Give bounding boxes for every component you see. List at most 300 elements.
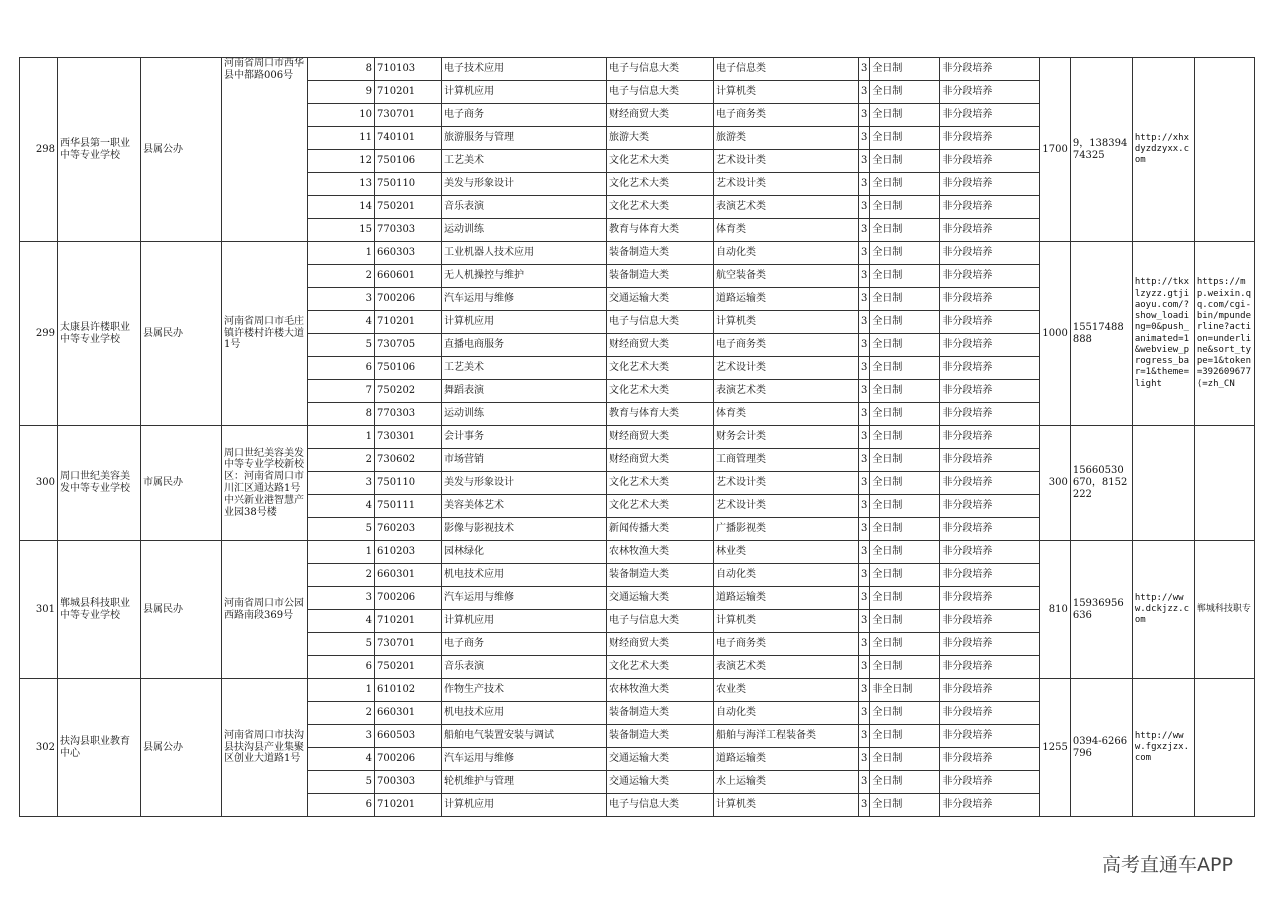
major-seq: 7 [308,380,375,403]
major-category: 文化艺术大类 [607,357,714,380]
study-years: 3 [859,771,870,794]
school-address: 河南省周口市西华县中都路006号 [222,58,308,242]
study-mode: 全日制 [870,334,940,357]
major-seq: 5 [308,771,375,794]
major-subcategory: 电子商务类 [714,334,859,357]
major-seq: 2 [308,702,375,725]
major-name: 计算机应用 [442,311,607,334]
major-seq: 15 [308,219,375,242]
school-note: https://mp.weixin.qq.com/cgi-bin/mpunderline?action=underline&sort_type=1&token=392609677⟨=zh_CN [1194,242,1254,426]
major-category: 装备制造大类 [607,265,714,288]
study-mode: 全日制 [870,219,940,242]
major-seq: 14 [308,196,375,219]
study-mode: 全日制 [870,748,940,771]
major-seq: 8 [308,58,375,81]
table-row [20,679,1255,702]
major-code: 750110 [375,173,442,196]
major-category: 文化艺术大类 [607,380,714,403]
major-code: 750202 [375,380,442,403]
school-address: 周口世纪美容美发中等专业学校新校区：河南省周口市川汇区通达路1号中兴新业港智慧产业园38号楼 [222,426,308,541]
study-years: 3 [859,518,870,541]
training-type: 非分段培养 [940,311,1040,334]
major-category: 电子与信息大类 [607,610,714,633]
study-mode: 全日制 [870,771,940,794]
major-code: 730701 [375,104,442,127]
study-years: 3 [859,426,870,449]
table-row [20,58,1255,81]
major-code: 750106 [375,357,442,380]
study-years: 3 [859,265,870,288]
major-seq: 10 [308,104,375,127]
enrollment-quota: 1255 [1040,679,1070,817]
enrollment-quota: 1700 [1040,58,1070,242]
major-code: 750106 [375,150,442,173]
major-subcategory: 广播影视类 [714,518,859,541]
training-type: 非分段培养 [940,564,1040,587]
school-note: 郸城科技职专 [1194,541,1254,679]
major-name: 机电技术应用 [442,702,607,725]
major-seq: 8 [308,403,375,426]
study-years: 3 [859,794,870,817]
major-name: 计算机应用 [442,81,607,104]
major-name: 工艺美术 [442,150,607,173]
study-years: 3 [859,679,870,702]
major-name: 机电技术应用 [442,564,607,587]
major-subcategory: 自动化类 [714,564,859,587]
major-subcategory: 计算机类 [714,311,859,334]
study-mode: 全日制 [870,610,940,633]
study-mode: 全日制 [870,518,940,541]
major-category: 装备制造大类 [607,564,714,587]
major-seq: 6 [308,656,375,679]
training-type: 非分段培养 [940,587,1040,610]
major-subcategory: 道路运输类 [714,587,859,610]
training-type: 非分段培养 [940,449,1040,472]
major-subcategory: 道路运输类 [714,748,859,771]
training-type: 非分段培养 [940,242,1040,265]
study-mode: 全日制 [870,196,940,219]
major-subcategory: 计算机类 [714,610,859,633]
school-majors-table [19,57,1255,817]
study-mode: 全日制 [870,81,940,104]
training-type: 非分段培养 [940,702,1040,725]
major-category: 财经商贸大类 [607,449,714,472]
study-years: 3 [859,656,870,679]
major-seq: 1 [308,426,375,449]
major-subcategory: 艺术设计类 [714,357,859,380]
major-subcategory: 船舶与海洋工程装备类 [714,725,859,748]
school-website: http://tkxlzyzz.gtjiaoyu.com/?show_loading=0&push_animated=1&webview_progress_bar=1&theme=light [1132,242,1194,426]
major-category: 电子与信息大类 [607,311,714,334]
school-number: 301 [20,541,58,679]
major-code: 610203 [375,541,442,564]
major-subcategory: 计算机类 [714,81,859,104]
enrollment-quota: 300 [1040,426,1070,541]
major-category: 文化艺术大类 [607,656,714,679]
major-name: 美发与形象设计 [442,472,607,495]
school-type: 县属民办 [141,242,222,426]
training-type: 非分段培养 [940,794,1040,817]
study-years: 3 [859,403,870,426]
major-subcategory: 艺术设计类 [714,173,859,196]
major-subcategory: 电子商务类 [714,104,859,127]
major-code: 700206 [375,288,442,311]
major-name: 运动训练 [442,219,607,242]
major-category: 装备制造大类 [607,242,714,265]
major-category: 交通运输大类 [607,288,714,311]
major-seq: 9 [308,81,375,104]
study-mode: 全日制 [870,104,940,127]
study-mode: 全日制 [870,127,940,150]
major-name: 汽车运用与维修 [442,748,607,771]
school-name: 西华县第一职业中等专业学校 [58,58,141,242]
table-row [20,242,1255,265]
major-seq: 11 [308,127,375,150]
school-number: 299 [20,242,58,426]
major-subcategory: 表演艺术类 [714,380,859,403]
study-years: 3 [859,150,870,173]
study-years: 3 [859,196,870,219]
study-mode: 全日制 [870,357,940,380]
major-code: 750201 [375,196,442,219]
study-years: 3 [859,357,870,380]
training-type: 非分段培养 [940,150,1040,173]
study-mode: 全日制 [870,656,940,679]
study-years: 3 [859,81,870,104]
enrollment-quota: 810 [1040,541,1070,679]
study-mode: 全日制 [870,633,940,656]
study-years: 3 [859,58,870,81]
major-seq: 2 [308,449,375,472]
major-name: 作物生产技术 [442,679,607,702]
study-years: 3 [859,173,870,196]
major-seq: 4 [308,495,375,518]
major-code: 660601 [375,265,442,288]
study-mode: 全日制 [870,449,940,472]
major-name: 园林绿化 [442,541,607,564]
major-name: 轮机维护与管理 [442,771,607,794]
major-name: 影像与影视技术 [442,518,607,541]
study-mode: 全日制 [870,150,940,173]
school-website: http://www.dckjzz.com [1132,541,1194,679]
training-type: 非分段培养 [940,748,1040,771]
training-type: 非分段培养 [940,679,1040,702]
major-code: 730701 [375,633,442,656]
major-code: 750201 [375,656,442,679]
major-subcategory: 艺术设计类 [714,472,859,495]
major-category: 财经商贸大类 [607,426,714,449]
major-code: 750110 [375,472,442,495]
major-category: 财经商贸大类 [607,104,714,127]
major-name: 市场营销 [442,449,607,472]
major-seq: 13 [308,173,375,196]
major-name: 运动训练 [442,403,607,426]
school-name: 郸城县科技职业中等专业学校 [58,541,141,679]
major-code: 770303 [375,403,442,426]
school-name: 太康县许楼职业中等专业学校 [58,242,141,426]
school-type: 县属公办 [141,679,222,817]
training-type: 非分段培养 [940,81,1040,104]
major-code: 660301 [375,564,442,587]
major-name: 工业机器人技术应用 [442,242,607,265]
training-type: 非分段培养 [940,518,1040,541]
major-seq: 1 [308,541,375,564]
contact-phone: 15936956636 [1070,541,1132,679]
major-seq: 3 [308,472,375,495]
study-years: 3 [859,311,870,334]
major-name: 电子技术应用 [442,58,607,81]
major-name: 电子商务 [442,104,607,127]
major-category: 交通运输大类 [607,771,714,794]
major-subcategory: 体育类 [714,219,859,242]
major-subcategory: 财务会计类 [714,426,859,449]
major-code: 730705 [375,334,442,357]
major-category: 农林牧渔大类 [607,541,714,564]
major-code: 660303 [375,242,442,265]
training-type: 非分段培养 [940,472,1040,495]
contact-phone: 9，13839474325 [1070,58,1132,242]
study-mode: 全日制 [870,58,940,81]
study-years: 3 [859,219,870,242]
major-name: 美容美体艺术 [442,495,607,518]
major-name: 会计事务 [442,426,607,449]
study-years: 3 [859,610,870,633]
study-mode: 非全日制 [870,679,940,702]
major-seq: 6 [308,794,375,817]
major-seq: 1 [308,679,375,702]
major-category: 财经商贸大类 [607,633,714,656]
major-category: 教育与体育大类 [607,219,714,242]
major-name: 舞蹈表演 [442,380,607,403]
school-note [1194,679,1254,817]
training-type: 非分段培养 [940,610,1040,633]
major-seq: 2 [308,564,375,587]
major-name: 计算机应用 [442,610,607,633]
major-category: 电子与信息大类 [607,81,714,104]
major-name: 音乐表演 [442,656,607,679]
training-type: 非分段培养 [940,495,1040,518]
major-code: 710103 [375,58,442,81]
training-type: 非分段培养 [940,104,1040,127]
school-number: 298 [20,58,58,242]
major-subcategory: 艺术设计类 [714,495,859,518]
study-years: 3 [859,127,870,150]
major-category: 交通运输大类 [607,587,714,610]
major-seq: 4 [308,610,375,633]
watermark: 高考直通车APP [1102,854,1233,876]
major-subcategory: 航空装备类 [714,265,859,288]
study-mode: 全日制 [870,311,940,334]
major-category: 电子与信息大类 [607,58,714,81]
training-type: 非分段培养 [940,656,1040,679]
major-category: 旅游大类 [607,127,714,150]
major-name: 船舶电气装置安装与调试 [442,725,607,748]
study-years: 3 [859,633,870,656]
major-code: 700206 [375,748,442,771]
study-mode: 全日制 [870,242,940,265]
training-type: 非分段培养 [940,265,1040,288]
study-years: 3 [859,564,870,587]
training-type: 非分段培养 [940,771,1040,794]
major-subcategory: 自动化类 [714,242,859,265]
training-type: 非分段培养 [940,196,1040,219]
study-years: 3 [859,495,870,518]
study-mode: 全日制 [870,288,940,311]
major-subcategory: 农业类 [714,679,859,702]
contact-phone: 0394-6266796 [1070,679,1132,817]
major-subcategory: 旅游类 [714,127,859,150]
study-years: 3 [859,288,870,311]
major-category: 文化艺术大类 [607,150,714,173]
training-type: 非分段培养 [940,380,1040,403]
table-row [20,541,1255,564]
major-category: 财经商贸大类 [607,334,714,357]
study-mode: 全日制 [870,403,940,426]
major-name: 工艺美术 [442,357,607,380]
major-category: 农林牧渔大类 [607,679,714,702]
major-seq: 12 [308,150,375,173]
major-code: 610102 [375,679,442,702]
major-category: 文化艺术大类 [607,196,714,219]
study-mode: 全日制 [870,725,940,748]
study-mode: 全日制 [870,265,940,288]
major-name: 音乐表演 [442,196,607,219]
study-years: 3 [859,104,870,127]
study-mode: 全日制 [870,587,940,610]
major-subcategory: 电子信息类 [714,58,859,81]
major-category: 教育与体育大类 [607,403,714,426]
major-category: 文化艺术大类 [607,472,714,495]
major-name: 计算机应用 [442,794,607,817]
study-years: 3 [859,380,870,403]
major-seq: 3 [308,587,375,610]
training-type: 非分段培养 [940,357,1040,380]
major-seq: 4 [308,311,375,334]
study-years: 3 [859,725,870,748]
major-seq: 6 [308,357,375,380]
study-mode: 全日制 [870,380,940,403]
study-years: 3 [859,587,870,610]
major-subcategory: 电子商务类 [714,633,859,656]
training-type: 非分段培养 [940,541,1040,564]
study-years: 3 [859,748,870,771]
contact-phone: 15660530670，8152222 [1070,426,1132,541]
training-type: 非分段培养 [940,173,1040,196]
school-type: 县属民办 [141,541,222,679]
school-website: http://www.fgxzjzx.com [1132,679,1194,817]
school-number: 300 [20,426,58,541]
major-name: 旅游服务与管理 [442,127,607,150]
major-code: 660301 [375,702,442,725]
training-type: 非分段培养 [940,127,1040,150]
enrollment-quota: 1000 [1040,242,1070,426]
major-code: 710201 [375,81,442,104]
study-mode: 全日制 [870,702,940,725]
major-category: 新闻传播大类 [607,518,714,541]
study-mode: 全日制 [870,173,940,196]
major-subcategory: 工商管理类 [714,449,859,472]
study-mode: 全日制 [870,495,940,518]
major-code: 760203 [375,518,442,541]
school-note [1194,426,1254,541]
school-address: 河南省周口市公园西路南段369号 [222,541,308,679]
training-type: 非分段培养 [940,426,1040,449]
major-subcategory: 体育类 [714,403,859,426]
major-subcategory: 表演艺术类 [714,196,859,219]
study-mode: 全日制 [870,794,940,817]
major-subcategory: 表演艺术类 [714,656,859,679]
training-type: 非分段培养 [940,58,1040,81]
major-name: 汽车运用与维修 [442,587,607,610]
study-mode: 全日制 [870,564,940,587]
training-type: 非分段培养 [940,633,1040,656]
major-name: 汽车运用与维修 [442,288,607,311]
training-type: 非分段培养 [940,219,1040,242]
school-type: 县属公办 [141,58,222,242]
major-category: 电子与信息大类 [607,794,714,817]
training-type: 非分段培养 [940,288,1040,311]
major-code: 740101 [375,127,442,150]
study-years: 3 [859,472,870,495]
study-mode: 全日制 [870,426,940,449]
major-category: 装备制造大类 [607,725,714,748]
school-website: http://xhxdyzdzyxx.com [1132,58,1194,242]
major-code: 660503 [375,725,442,748]
major-code: 730301 [375,426,442,449]
major-category: 交通运输大类 [607,748,714,771]
major-seq: 4 [308,748,375,771]
major-code: 710201 [375,311,442,334]
training-type: 非分段培养 [940,334,1040,357]
major-seq: 5 [308,334,375,357]
major-code: 750111 [375,495,442,518]
study-mode: 全日制 [870,541,940,564]
table-row [20,426,1255,449]
major-name: 无人机操控与维护 [442,265,607,288]
major-subcategory: 林业类 [714,541,859,564]
major-subcategory: 水上运输类 [714,771,859,794]
contact-phone: 15517488888 [1070,242,1132,426]
school-number: 302 [20,679,58,817]
training-type: 非分段培养 [940,725,1040,748]
major-seq: 1 [308,242,375,265]
major-code: 700206 [375,587,442,610]
major-seq: 3 [308,288,375,311]
major-category: 文化艺术大类 [607,495,714,518]
training-type: 非分段培养 [940,403,1040,426]
major-code: 710201 [375,610,442,633]
school-type: 市属民办 [141,426,222,541]
major-code: 700303 [375,771,442,794]
study-years: 3 [859,242,870,265]
major-category: 装备制造大类 [607,702,714,725]
major-name: 电子商务 [442,633,607,656]
school-address: 河南省周口市扶沟县扶沟县产业集聚区创业大道路1号 [222,679,308,817]
major-seq: 2 [308,265,375,288]
major-subcategory: 计算机类 [714,794,859,817]
major-category: 文化艺术大类 [607,173,714,196]
major-name: 直播电商服务 [442,334,607,357]
major-name: 美发与形象设计 [442,173,607,196]
school-name: 扶沟县职业教育中心 [58,679,141,817]
study-years: 3 [859,541,870,564]
major-code: 730602 [375,449,442,472]
major-code: 770303 [375,219,442,242]
school-name: 周口世纪美容美发中等专业学校 [58,426,141,541]
major-seq: 5 [308,633,375,656]
major-code: 710201 [375,794,442,817]
school-address: 河南省周口市毛庄镇许楼村许楼大道1号 [222,242,308,426]
